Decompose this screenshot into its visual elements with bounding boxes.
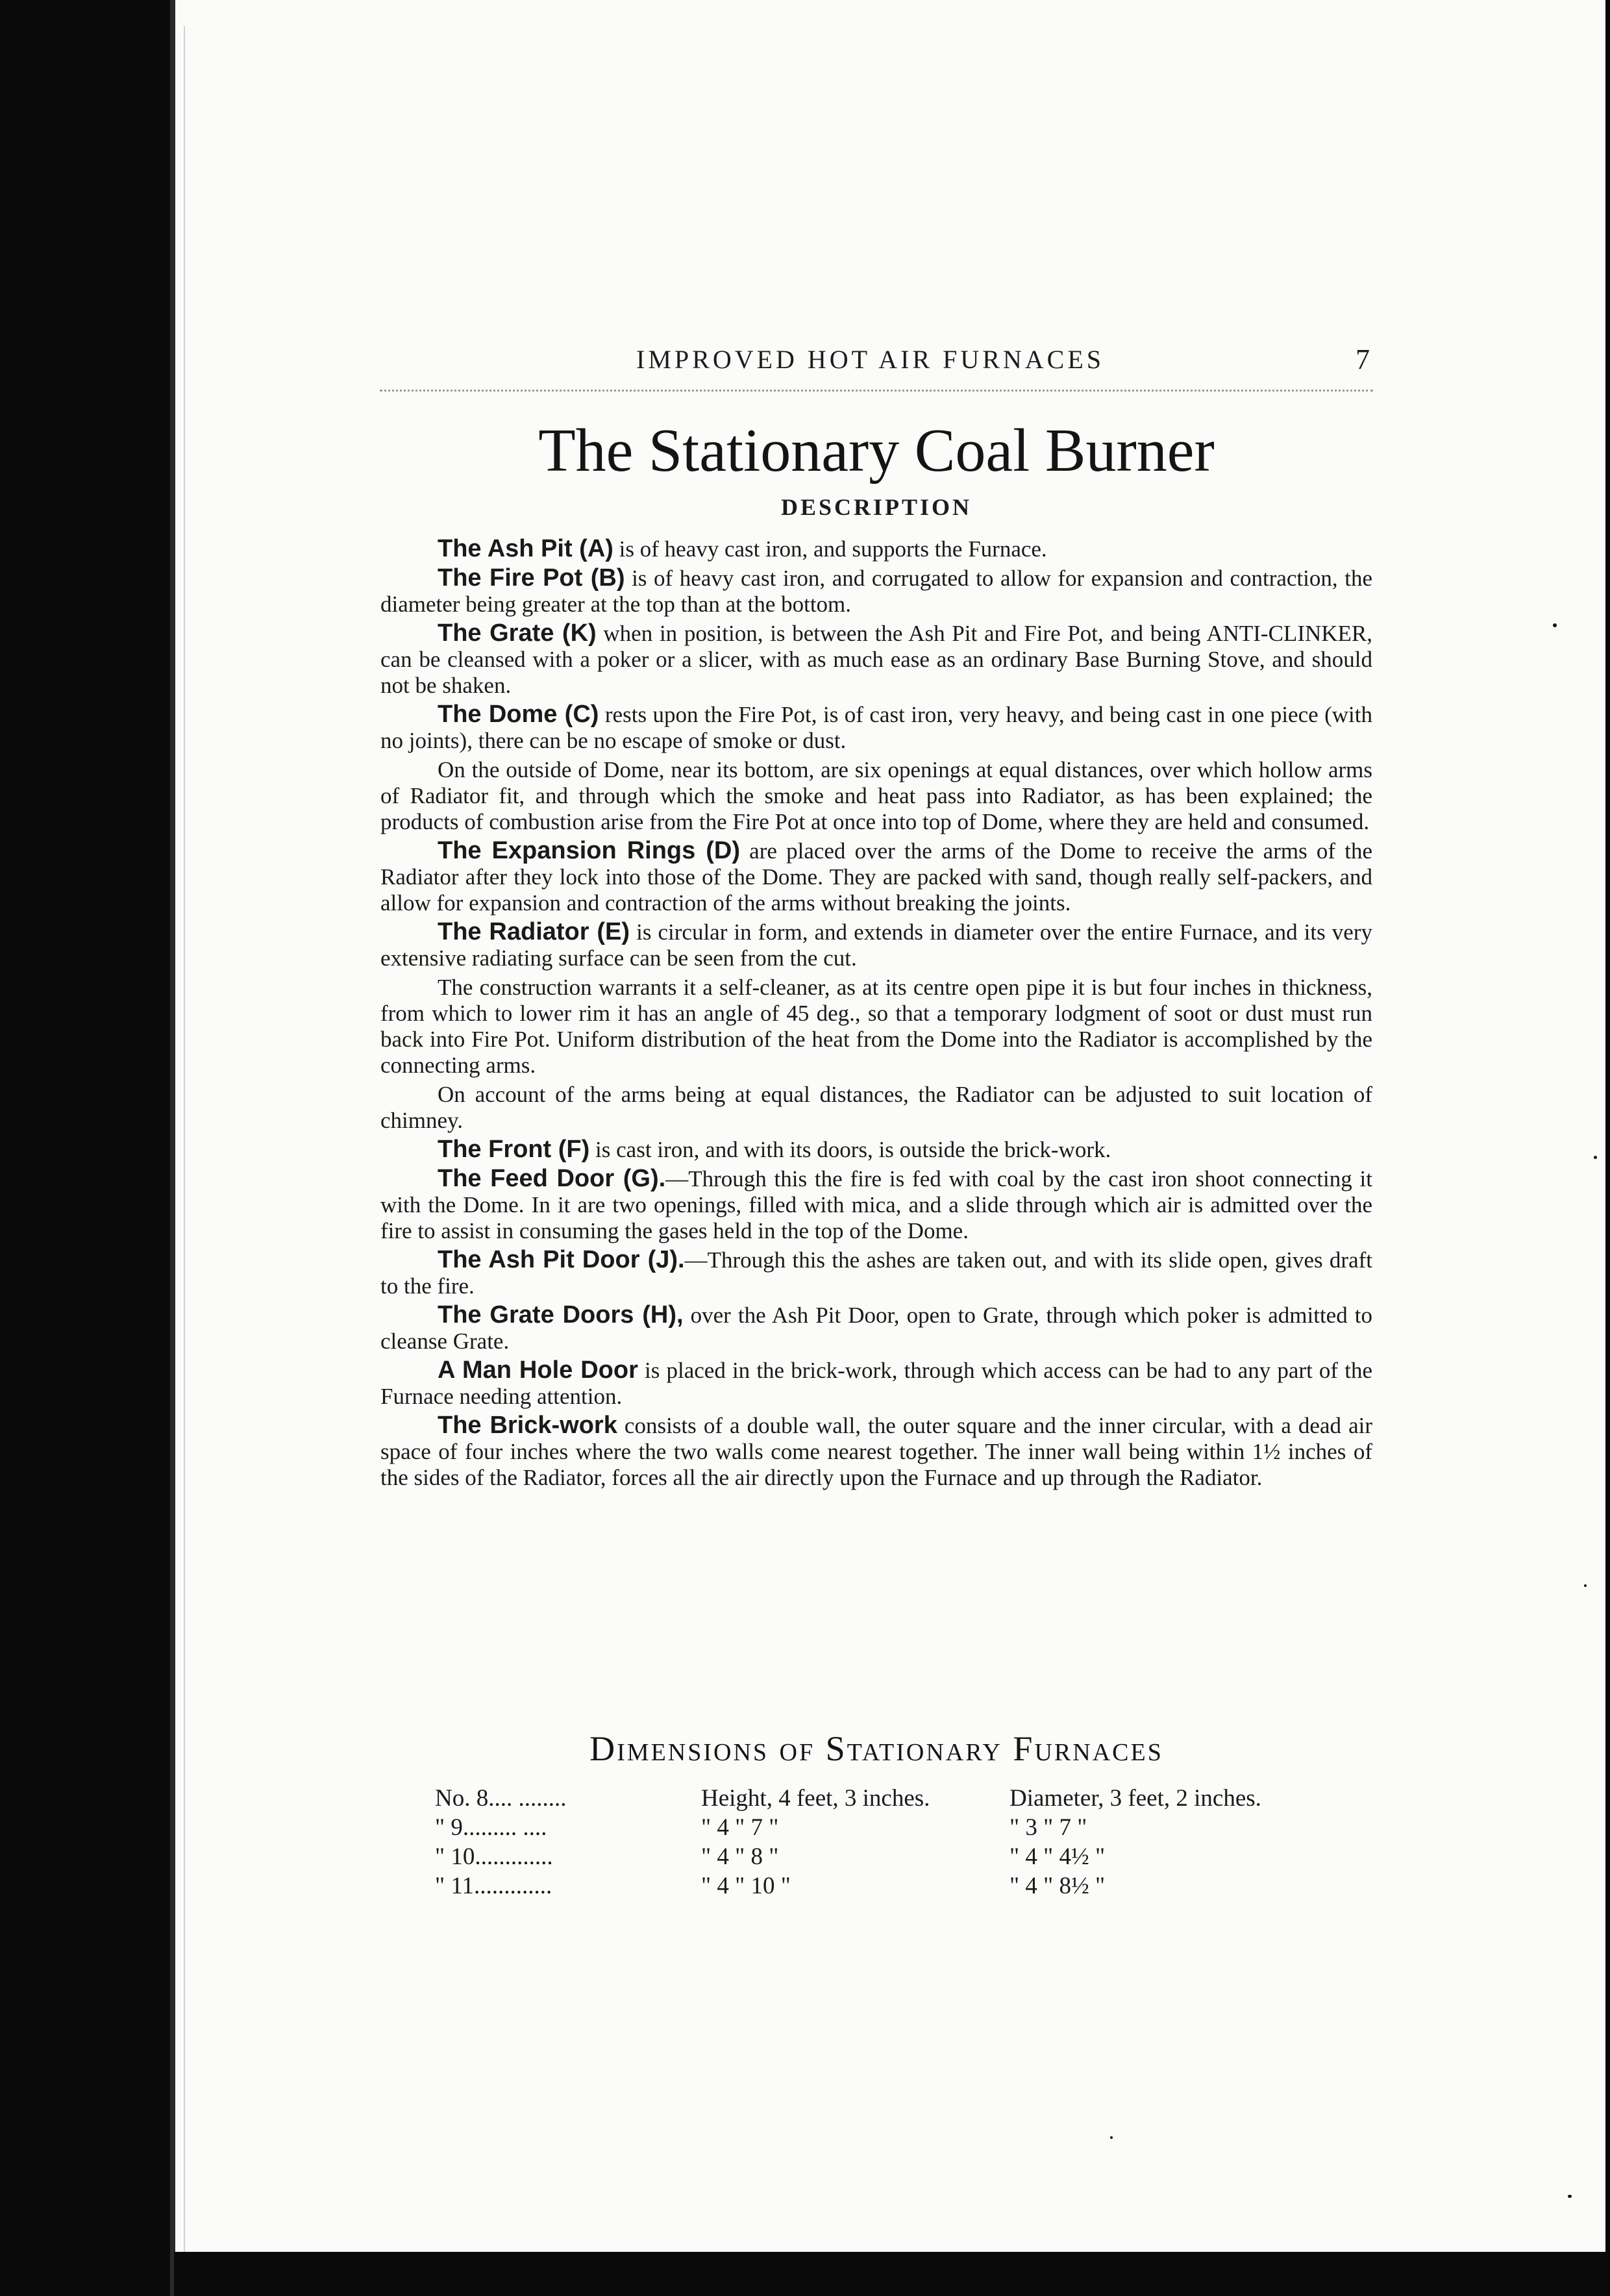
running-head: IMPROVED HOT AIR FURNACES [636,345,1105,374]
paragraph-term: The Brick-work [438,1412,617,1439]
dimensions-row [435,1872,1363,1901]
paragraph-text: The construction warrants it a self-cleaner, as at its centre open pipe it is but four inches in thickness, from which to lower rim it has an angle of 45 deg., so that a temporary lodgment of soot or dust must run back into Fire Pot. Uniform distribution of the heat from the Dome into the Radiator is accomplished by the connecting arms. [380,975,1372,1078]
paragraph-text: consists of a double wall, the outer square and the inner circular, with a dead air space of four inches where the two walls come nearest together. The inner wall being within 1½ inches of the sides of the Radiator, forces all the air directly upon the Furnace and up through the Radiator. [380,1413,1372,1490]
paragraph-term: The Fire Pot (B) [438,564,625,592]
paragraph-text: is of heavy cast iron, and corrugated to allow for expansion and contraction, the diameter being greater at the top than at the bottom. [380,566,1372,617]
furnace-height: " 4 " 8 " [701,1843,779,1870]
paragraph-text: is circular in form, and extends in diameter over the entire Furnace, and its very extensive radiating surface can be seen from the cut. [380,919,1372,971]
paragraph-term: The Expansion Rings (D) [438,837,740,864]
section-subtitle: DESCRIPTION [780,494,972,520]
paragraph-term: The Dome (C) [438,701,599,728]
paragraph-ash-pit-door [380,1247,1372,1299]
paragraph-term: The Grate (K) [438,619,597,647]
furnace-diameter: Diameter, 3 feet, 2 inches. [1009,1785,1261,1812]
dimensions-row [435,1843,1363,1872]
paragraph-term: A Man Hole Door [438,1356,638,1384]
binding-crease [184,26,185,2273]
paragraph-text: are placed over the arms of the Dome to receive the arms of the Radiator after they lock into those of the Dome. They are packed with sand, though really self-packers, and allow for expansion and contraction of the arms without breaking the joints. [380,838,1372,916]
header-rule [380,390,1373,392]
furnace-number: " 10............. [435,1843,553,1870]
page-left-edge [170,0,175,2296]
paragraph-text: rests upon the Fire Pot, is of cast iron, very heavy, and being cast in one piece (with no joints), there can be no escape of smoke or dust. [380,702,1373,753]
paragraph-text: when in position, is between the Ash Pit and Fire Pot, and being ANTI-CLINKER, can be cleansed with a poker or a slicer, with as much ease as an ordinary Base Burning Stove, and should not be shaken. [380,621,1372,698]
furnace-height: " 4 " 7 " [701,1814,779,1841]
paragraph-term: The Radiator (E) [438,918,630,945]
furnace-number: " 11............. [435,1873,552,1899]
furnace-diameter: " 4 " 4½ " [1009,1843,1106,1870]
furnace-number: No. 8.... ........ [435,1785,567,1812]
dimensions-row [435,1784,1363,1814]
page-title: The Stationary Coal Burner [538,417,1215,484]
paragraph-brick-work [380,1412,1372,1491]
furnace-height: Height, 4 feet, 3 inches. [701,1785,930,1812]
dimensions-heading: Dimensions of Stationary Furnaces [589,1729,1163,1768]
paragraph-grate-doors [380,1302,1372,1354]
paragraph-term: The Ash Pit (A) [438,535,613,562]
furnace-number: " 9......... .... [435,1814,547,1841]
paragraph-fire-pot [380,565,1372,618]
furnace-height: " 4 " 10 " [701,1873,791,1899]
paragraph-term: The Grate Doors (H), [438,1301,684,1329]
paragraph-grate [380,620,1372,699]
paragraph-dome-openings [380,756,1372,835]
paragraph-expansion-rings [380,838,1372,916]
paragraph-man-hole-door [380,1357,1372,1410]
paragraph-feed-door [380,1166,1372,1244]
paragraph-text: is of heavy cast iron, and supports the Furnace. [613,536,1047,562]
paragraph-text: —Through this the ashes are taken out, and with its slide open, gives draft to the fire. [380,1247,1372,1299]
scan-border-bottom [174,2252,1605,2296]
paragraph-text: On the outside of Dome, near its bottom, are six openings at equal distances, over which hollow arms of Radiator fit, and through which the smoke and heat pass into Radiator, as has been explained; the products of combustion arise from the Fire Pot at once into top of Dome, where they are held and consumed. [380,757,1372,834]
dimensions-row [435,1814,1363,1843]
paragraph-radiator [380,919,1372,971]
page-number: 7 [1356,343,1370,375]
furnace-diameter: " 3 " 7 " [1009,1814,1087,1841]
paragraph-term: The Front (F) [438,1136,590,1163]
paragraph-term: The Feed Door (G). [438,1165,666,1192]
paragraph-text: is cast iron, and with its doors, is outside the brick-work. [589,1137,1111,1162]
paragraph-front [380,1136,1372,1163]
paragraph-term: The Ash Pit Door (J). [438,1246,685,1273]
description-body [380,536,1372,1493]
paragraph-text: On account of the arms being at equal distances, the Radiator can be adjusted to suit location of chimney. [380,1082,1372,1133]
furnace-diameter: " 4 " 8½ " [1009,1873,1106,1899]
paragraph-text: —Through this the fire is fed with coal by the cast iron shoot connecting it with the Dome. In it are two openings, filled with mica, and a slide through which air is admitted over the fire to assist in consuming the gases held in the top of the Dome. [380,1166,1372,1243]
paragraph-dome [380,701,1372,754]
paragraph-text: is placed in the brick-work, through which access can be had to any part of the Furnace needing attention. [380,1358,1372,1409]
dimensions-table [435,1784,1363,1901]
paragraph-ash-pit [380,536,1372,562]
paragraph-arms [380,1081,1372,1134]
paragraph-construction [380,974,1372,1079]
paragraph-text: over the Ash Pit Door, open to Grate, through which poker is admitted to cleanse Grate. [380,1303,1372,1354]
